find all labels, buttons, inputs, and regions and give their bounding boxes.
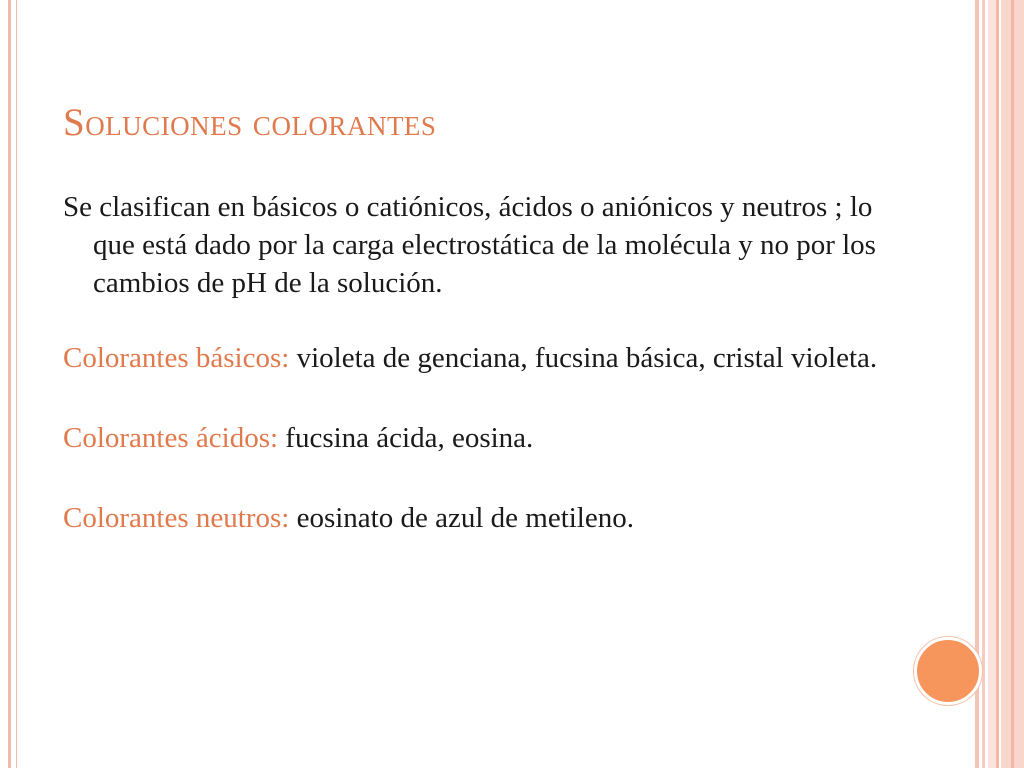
- right-stripe: [982, 0, 985, 768]
- paragraph-lead: Colorantes básicos:: [63, 342, 290, 374]
- paragraph-text: Se clasifican en básicos o catiónicos, ácidos o aniónicos y neutros ; lo que está dado por la carga electrostática de la molécula y no por los cambios de pH de la solución.: [63, 191, 876, 299]
- paragraph-acid-dyes: [63, 419, 893, 457]
- paragraph-neutral-dyes: [63, 499, 893, 537]
- paragraph-text: violeta de genciana, fucsina básica, cristal violeta.: [289, 342, 878, 374]
- left-border-line-thin: [16, 0, 17, 768]
- paragraph-basic-dyes: [63, 339, 893, 377]
- paragraph-lead: Colorantes ácidos:: [63, 422, 279, 454]
- decorative-circle: [914, 637, 982, 705]
- slide-title: Soluciones colorantes: [63, 101, 437, 144]
- paragraph-intro: [63, 188, 893, 302]
- slide-body: [63, 188, 893, 579]
- paragraph-text: eosinato de azul de metileno.: [289, 502, 634, 534]
- paragraph-lead: Colorantes neutros:: [63, 502, 290, 534]
- right-stripe: [996, 0, 999, 768]
- right-stripe: [1011, 0, 1014, 768]
- right-stripe: [988, 0, 996, 768]
- left-border-line: [8, 0, 11, 768]
- paragraph-text: fucsina ácida, eosina.: [278, 422, 534, 454]
